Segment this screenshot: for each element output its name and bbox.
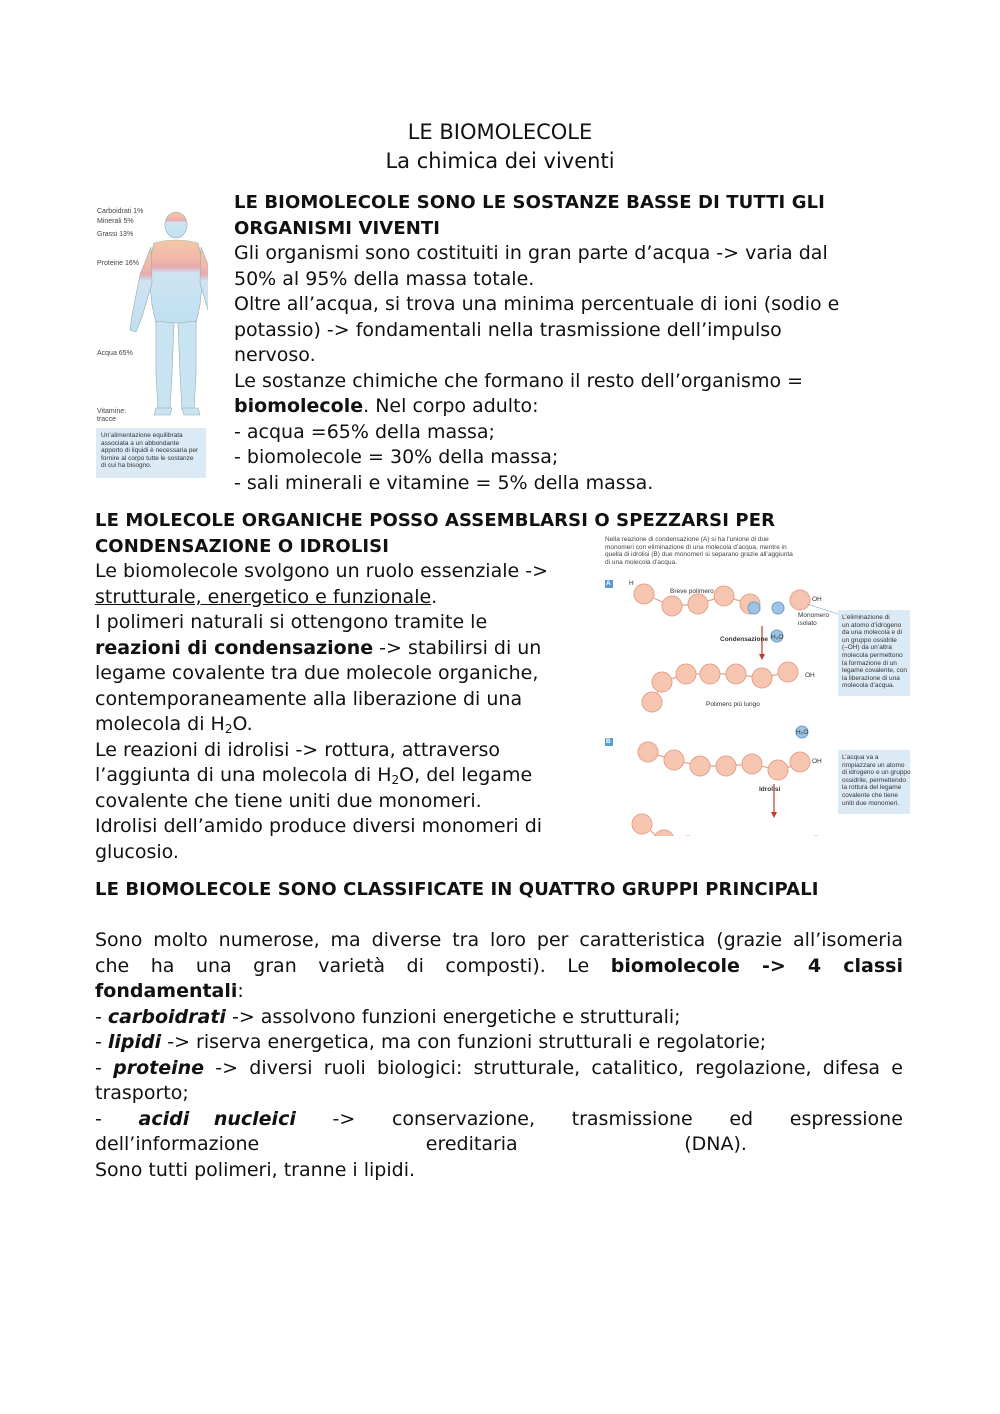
bold-italic-term: acidi nucleici: [138, 1107, 296, 1130]
figure-label-b: B: [606, 738, 611, 745]
polimero-lungo-label: Polimero più lungo: [706, 701, 760, 708]
h2o-label-a: H₂O: [771, 634, 784, 641]
h2o-label-b: H₂O: [796, 729, 809, 736]
label-carboidrati: Carboidrati 1%: [97, 208, 144, 215]
paragraph-line: Sono molto numerose, ma diverse tra loro per caratteristica (grazie all’isomeria: [95, 929, 903, 951]
paragraph-line: 50% al 95% della massa totale.: [234, 267, 535, 290]
dash: -: [95, 1005, 108, 1028]
underlined-text: strutturale, energetico e funzionale: [95, 585, 432, 608]
dash: -: [95, 1031, 108, 1053]
label-proteine: Proteine 16%: [97, 260, 140, 267]
text-span: conservazione,: [391, 1107, 535, 1130]
text-span: (DNA).: [684, 1133, 747, 1155]
paragraph-line: nervoso.: [234, 344, 316, 366]
text-span: molecola di H: [95, 713, 225, 735]
text-span: ->: [332, 1107, 356, 1130]
text-span: ereditaria: [425, 1133, 518, 1155]
section-2-heading-line-1: LE MOLECOLE ORGANICHE POSSO ASSEMBLARSI O SPEZZARSI PER: [95, 510, 776, 531]
paragraph-line: [95, 979, 903, 1005]
label-minerali: Minerali 5%: [97, 218, 134, 225]
body-composition-figure: [96, 205, 208, 480]
subscript: 2: [224, 722, 233, 736]
dash: -: [95, 1056, 114, 1079]
paragraph-line: [234, 394, 904, 420]
paragraph-line: Gli organismi sono costituiti in gran parte d’acqua -> varia dal: [234, 242, 828, 264]
paragraph-line: contemporaneamente alla liberazione di una: [95, 687, 523, 710]
section-2-heading-line-2: CONDENSAZIONE O IDROLISI: [95, 535, 390, 557]
label-acqua: Acqua 65%: [97, 350, 133, 357]
body-figure-caption: Un’alimentazione equilibrata associata a un abbondante apporto di liquidi è necessaria per fornire al corpo tutte le sostanze di cui ha bisogno.: [101, 432, 199, 470]
text-span: dell’informazione: [95, 1133, 260, 1155]
text-span: -> diversi ruoli biologici: strutturale, catalitico, regolazione, difesa e: [204, 1056, 903, 1079]
list-item-carboidrati: [95, 1005, 903, 1031]
text-span: -> riserva energetica, ma con funzioni strutturali e regolatorie;: [161, 1031, 767, 1053]
label-grassi: Grassi 13%: [97, 231, 134, 238]
text-span: trasmissione: [571, 1107, 693, 1130]
paragraph-line: legame covalente tra due molecole organiche,: [95, 662, 539, 684]
bold-term: biomolecole -> 4 classi: [610, 954, 903, 977]
section-3: [95, 877, 903, 1183]
oh-label-2: OH: [805, 672, 815, 679]
text-span: che ha una gran varietà di composti). Le: [95, 954, 590, 977]
text-span: -> stabilirsi di un: [373, 636, 542, 659]
paragraph-line: Sono tutti polimeri, tranne i lipidi.: [95, 1158, 416, 1181]
text-span: :: [237, 980, 244, 1002]
bold-italic-term: carboidrati: [107, 1005, 226, 1028]
oh-label-3: OH: [812, 758, 822, 765]
list-item: - biomolecole = 30% della massa;: [234, 446, 559, 468]
document-title: [0, 118, 1000, 176]
h-label: H: [629, 580, 634, 587]
text-span: O, del legame: [399, 764, 533, 786]
text-span: .: [431, 585, 438, 608]
breve-polimero-label: Breve polimero: [670, 588, 714, 595]
figure-intro-caption: Nella reazione di condensazione (A) si ha l’unione di due monomeri con eliminazione di una molecola d’acqua, mentre in quella di idrolisi (B) due monomeri si separano grazie all’aggiunta di una molecola d’acqua.: [605, 536, 793, 566]
list-item: - sali minerali e vitamine = 5% della massa.: [234, 471, 654, 494]
text-span: espressione: [789, 1107, 903, 1130]
bold-italic-term: lipidi: [107, 1031, 162, 1053]
subscript: 2: [391, 773, 400, 787]
title-main: LE BIOMOLECOLE: [407, 120, 593, 144]
section-1-heading-line-1: LE BIOMOLECOLE SONO LE SOSTANZE BASSE DI TUTTI GLI: [234, 192, 825, 213]
list-item: - acqua =65% della massa;: [234, 420, 495, 443]
text-span: ed: [729, 1107, 754, 1130]
paragraph-line: Le biomolecole svolgono un ruolo essenziale ->: [95, 560, 549, 582]
list-item-acidi-nucleici: [95, 1107, 903, 1133]
paragraph-line: glucosio.: [95, 840, 179, 863]
paragraph-line: potassio) -> fondamentali nella trasmissione dell’impulso: [234, 318, 782, 341]
bold-italic-term: proteine: [113, 1056, 205, 1079]
paragraph-line: Oltre all’acqua, si trova una minima percentuale di ioni (sodio e: [234, 293, 840, 315]
list-item-lipidi: [95, 1030, 903, 1056]
section-1: [234, 190, 904, 496]
paragraph-line: Idrolisi dell’amido produce diversi monomeri di: [95, 815, 543, 837]
section-1-heading-line-2: ORGANISMI VIVENTI: [234, 217, 441, 239]
monomero-isolato-label: Monomero isolato: [798, 612, 830, 627]
paragraph-line: I polimeri naturali si ottengono tramite le: [95, 611, 488, 633]
paragraph-line: trasporto;: [95, 1082, 189, 1104]
text-span: . Nel corpo adulto:: [363, 395, 539, 417]
paragraph-line: [95, 954, 903, 980]
oh-label: OH: [812, 596, 822, 603]
paragraph-line: covalente che tiene uniti due monomeri.: [95, 789, 482, 812]
note-b: L’acqua va a rimpiazzare un atomo di idrogeno e un gruppo ossidrile, permettendo la rottura del legame covalente che tiene uniti due monomeri.: [842, 754, 911, 807]
text-span: -> assolvono funzioni energetiche e strutturali;: [225, 1005, 681, 1028]
label-tracce: tracce: [97, 416, 117, 423]
paragraph-line: Le sostanze chimiche che formano il resto dell’organismo =: [234, 369, 804, 392]
bold-term: reazioni di condensazione: [95, 636, 374, 659]
note-a: L’eliminazione di un atomo d’idrogeno da una molecola e di un gruppo ossidrile (–OH) da un’altra molecola permettono la formazione di un legame covalente, con la liberazione di una molecola d’acqua.: [842, 614, 908, 690]
text-span: l’aggiunta di una molecola di H: [95, 764, 392, 786]
idrolisi-label: Idrolisi: [759, 786, 781, 793]
condensation-hydrolysis-figure: [602, 536, 912, 836]
text-span: O.: [232, 713, 253, 735]
section-3-heading: LE BIOMOLECOLE SONO CLASSIFICATE IN QUATTRO GRUPPI PRINCIPALI: [95, 879, 819, 900]
title-sub: La chimica dei viventi: [385, 149, 615, 173]
label-vitamine: Vitamine:: [97, 408, 127, 415]
dash: -: [95, 1107, 102, 1130]
condensazione-label: Condensazione: [720, 636, 769, 643]
bold-term: biomolecole: [234, 395, 364, 417]
paragraph-line: [95, 1132, 747, 1158]
bold-term: fondamentali: [95, 980, 238, 1002]
figure-label-a: A: [606, 580, 611, 587]
list-item-proteine: [95, 1056, 903, 1082]
paragraph-line: Le reazioni di idrolisi -> rottura, attraverso: [95, 738, 501, 761]
